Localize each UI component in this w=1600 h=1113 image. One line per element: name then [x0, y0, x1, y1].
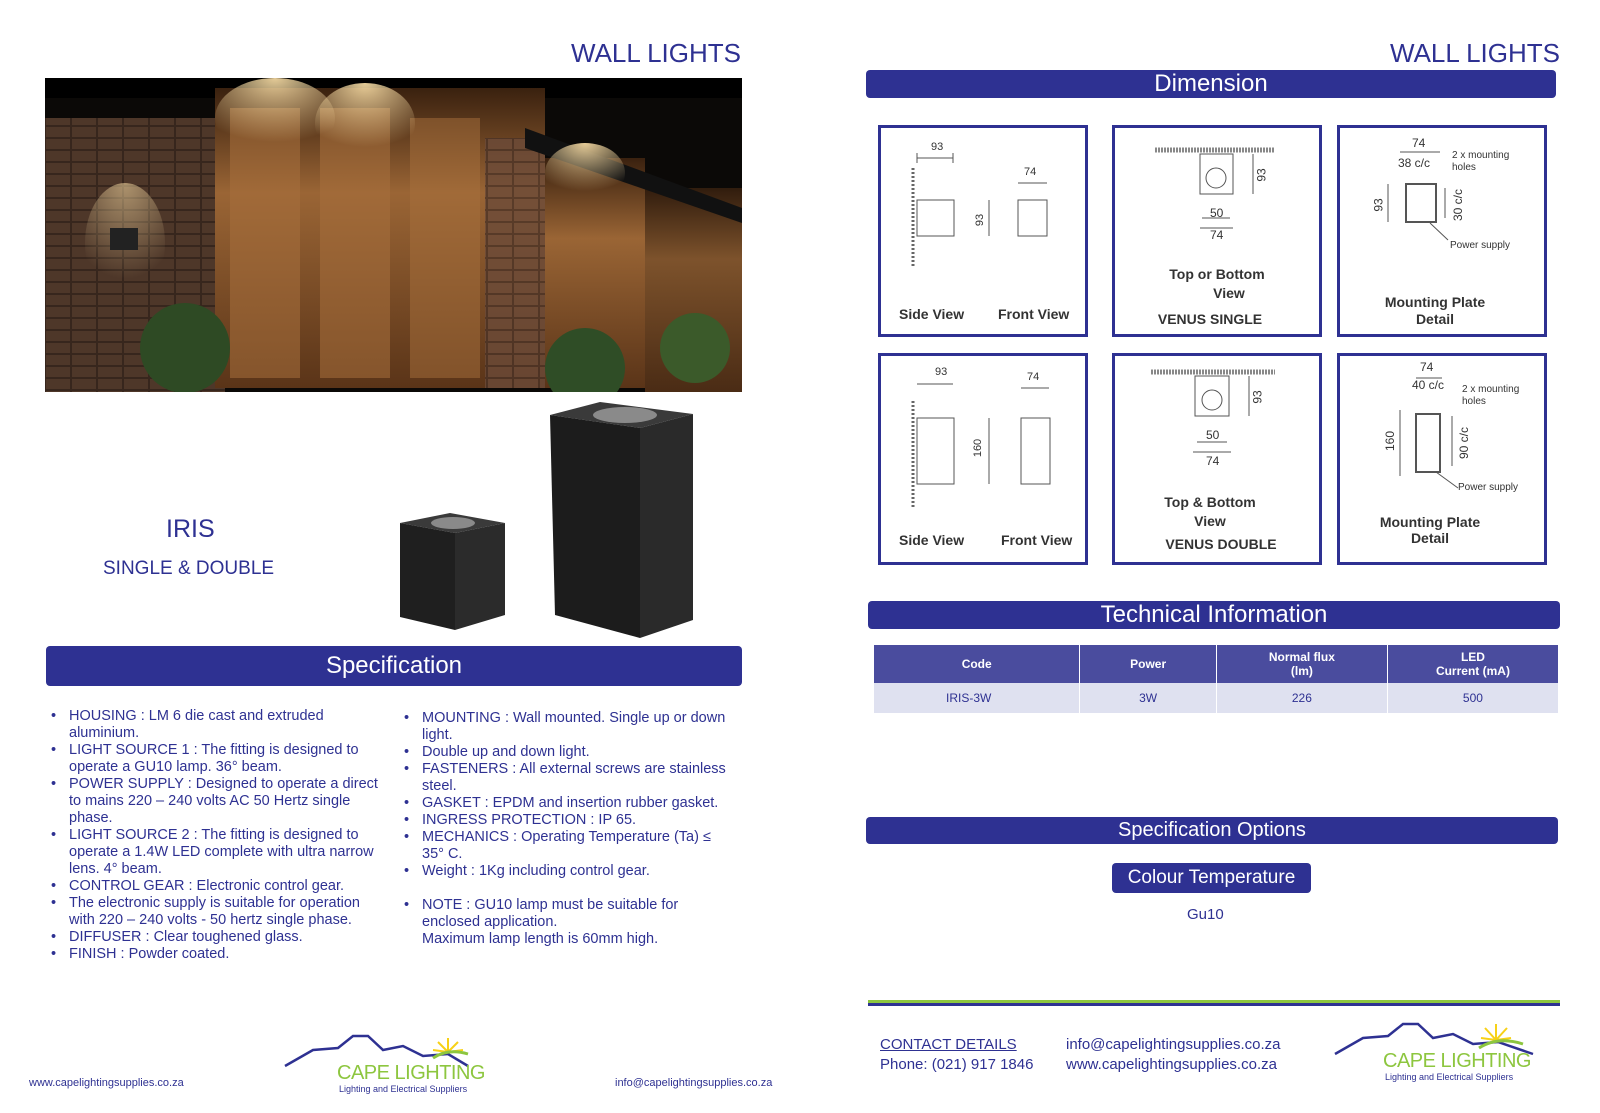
column-header: Power: [1080, 645, 1216, 683]
right-page-title: WALL LIGHTS: [1390, 38, 1561, 68]
single-mounting-plate-diagram: 74 38 c/c 2 x mounting holes 93 30 c/c Power supply Mounting Plate Detail: [1337, 125, 1547, 337]
specification-banner: Specification: [46, 646, 742, 686]
double-luminaire-image: [545, 400, 695, 643]
brand-logo-right: [1333, 1016, 1543, 1086]
list-item: • The electronic supply is suitable for operation with 220 – 240 volts - 50 hertz single phase.: [47, 895, 382, 929]
colour-temperature-value: Gu10: [1187, 906, 1224, 923]
single-side-front-diagram: 93 74 93 Side View Front View: [878, 125, 1088, 337]
double-mounting-plate-diagram: 74 40 c/c 2 x mounting holes 160 90 c/c Power supply Mounting Plate Detail: [1337, 353, 1547, 565]
plate-label: Mounting Plate: [1379, 514, 1481, 530]
contact-phone[interactable]: Phone: (021) 917 1846: [880, 1056, 1034, 1073]
list-item: • GASKET : EPDM and insertion rubber gasket.: [400, 795, 730, 812]
column-header: LED Current (mA): [1387, 645, 1558, 683]
footer-email-left: info@capelightingsupplies.co.za: [615, 1077, 773, 1089]
technical-table: [874, 645, 1558, 713]
list-item: • CONTROL GEAR : Electronic control gear.: [47, 878, 382, 895]
brand-logo-left: [283, 1028, 493, 1098]
column-header: Code: [874, 645, 1080, 683]
double-side-front-diagram: 93 74 160 Side View Front View: [878, 353, 1088, 565]
single-luminaire-image: [395, 505, 505, 635]
double-top-view-diagram: 50 74 93 Top & Bottom View VENUS DOUBLE: [1112, 353, 1322, 565]
brand-tagline: Lighting and Electrical Suppliers: [339, 1084, 468, 1094]
brand-name: CAPE LIGHTING: [337, 1062, 485, 1084]
plate-label: Mounting Plate: [1384, 294, 1486, 310]
dimension-banner: Dimension: [866, 70, 1556, 98]
table-cell: 3W: [1080, 683, 1216, 713]
list-item: • INGRESS PROTECTION : IP 65.: [400, 812, 730, 829]
table-cell: 500: [1387, 683, 1558, 713]
table-row: [874, 683, 1558, 713]
product-installation-photo: [45, 78, 742, 392]
list-item: • DIFFUSER : Clear toughened glass.: [47, 929, 382, 946]
brand-tagline: Lighting and Electrical Suppliers: [1385, 1072, 1514, 1082]
note-line: Maximum lamp length is 60mm high.: [422, 931, 659, 947]
front-view-label: Front View: [1001, 532, 1073, 548]
product-variant: SINGLE & DOUBLE: [103, 558, 275, 579]
list-item: • LIGHT SOURCE 1 : The fitting is designed to operate a GU10 lamp. 36° beam.: [47, 742, 382, 776]
left-page-title: WALL LIGHTS: [571, 38, 742, 68]
brand-name: CAPE LIGHTING: [1383, 1050, 1531, 1072]
column-header: Normal flux (lm): [1216, 645, 1387, 683]
list-item: • LIGHT SOURCE 2 : The fitting is designed to operate a 1.4W LED complete with ultra narrow lens. 4° beam.: [47, 827, 382, 878]
single-top-view-diagram: 50 74 93 Top or Bottom View VENUS SINGLE: [1112, 125, 1322, 337]
footer-web-left: www.capelightingsupplies.co.za: [29, 1077, 184, 1089]
list-item: • Double up and down light.: [400, 744, 730, 761]
list-item: • Weight : 1Kg including control gear.: [400, 863, 730, 880]
table-cell: IRIS-3W: [874, 683, 1080, 713]
contact-website[interactable]: www.capelightingsupplies.co.za: [1066, 1056, 1277, 1073]
side-view-label: Side View: [899, 306, 965, 322]
footer-divider-blue: [868, 1003, 1560, 1006]
note-item: • NOTE : GU10 lamp must be suitable for enclosed application.: [400, 897, 730, 931]
colour-temperature-badge: Colour Temperature: [1112, 863, 1311, 893]
list-item: • MECHANICS : Operating Temperature (Ta) ≤ 35° C.: [400, 829, 730, 863]
top-view-label: Top & Bottom: [1164, 494, 1256, 510]
list-item: • HOUSING : LM 6 die cast and extruded aluminium.: [47, 708, 382, 742]
specification-options-banner: Specification Options: [866, 817, 1558, 844]
model-label: VENUS DOUBLE: [1165, 536, 1277, 552]
list-item: • FINISH : Powder coated.: [47, 946, 382, 963]
table-cell: 226: [1216, 683, 1387, 713]
list-item: • MOUNTING : Wall mounted. Single up or down light.: [400, 710, 730, 744]
technical-information-banner: Technical Information: [868, 601, 1560, 629]
product-name: IRIS: [166, 515, 215, 543]
model-label: VENUS SINGLE: [1157, 311, 1263, 327]
list-item: • FASTENERS : All external screws are stainless steel.: [400, 761, 730, 795]
spec-list-col2: [400, 710, 730, 948]
list-item: • POWER SUPPLY : Designed to operate a direct to mains 220 – 240 volts AC 50 Hertz single phase.: [47, 776, 382, 827]
contact-heading: CONTACT DETAILS: [880, 1036, 1017, 1053]
contact-email[interactable]: info@capelightingsupplies.co.za: [1066, 1036, 1281, 1053]
spec-list-col1: [47, 708, 382, 963]
top-view-label: Top or Bottom: [1169, 266, 1265, 282]
side-view-label: Side View: [899, 532, 965, 548]
front-view-label: Front View: [998, 306, 1070, 322]
